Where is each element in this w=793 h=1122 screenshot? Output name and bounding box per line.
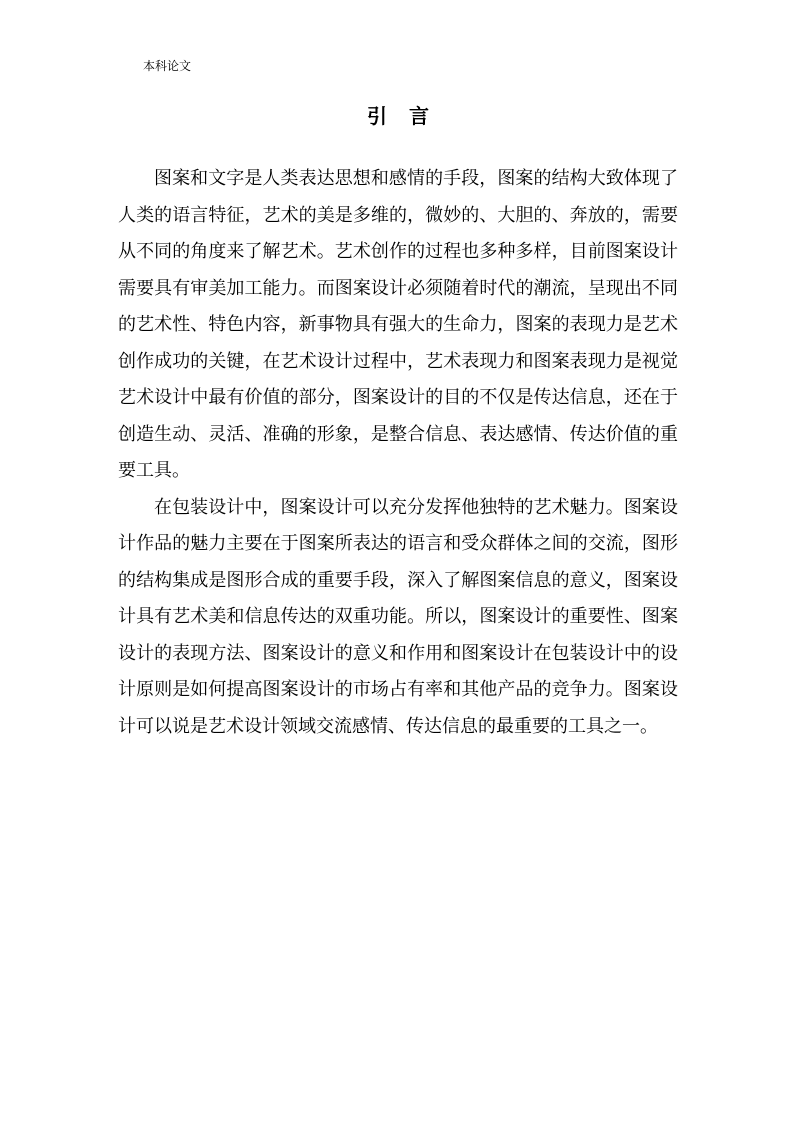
paragraph-1: 图案和文字是人类表达思想和感情的手段，图案的结构大致体现了人类的语言特征，艺术的美是多维的，微妙的、大胆的、奔放的，需要从不同的角度来了解艺术。艺术创作的过程也多种多样，目前图案设计需要具有审美加工能力。而图案设计必须随着时代的潮流，呈现出不同的艺术性、特色内容，新事物具有强大的生命力，图案的表现力是艺术创作成功的关键，在艺术设计过程中，艺术表现力和图案表现力是视觉艺术设计中最有价值的部分，图案设计的目的不仅是传达信息，还在于创造生动、灵活、准确的形象，是整合信息、表达感情、传达价值的重要工具。: [118, 168, 678, 481]
running-header: 本科论文: [143, 59, 192, 73]
body-text: [118, 161, 678, 745]
section-title: 引言: [367, 104, 451, 128]
paragraph-2: 在包装设计中，图案设计可以充分发挥他独特的艺术魅力。图案设计作品的魅力主要在于图案所表达的语言和受众群体之间的交流，图形的结构集成是图形合成的重要手段，深入了解图案信息的意义，图案设计具有艺术美和信息传达的双重功能。所以，图案设计的重要性、图案设计的表现方法、图案设计的意义和作用和图案设计在包装设计中的设计原则是如何提高图案设计的市场占有率和其他产品的竞争力。图案设计可以说是艺术设计领域交流感情、传达信息的最重要的工具之一。: [118, 496, 678, 737]
